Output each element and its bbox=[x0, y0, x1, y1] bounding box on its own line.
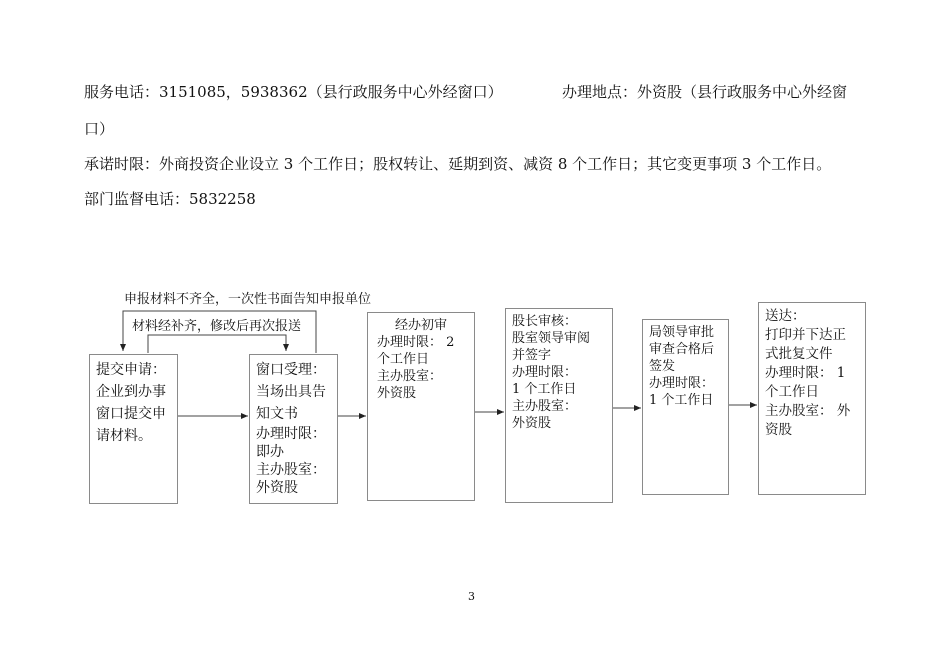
location-line: 办理地点：外资股（县行政服务中心外经窗 bbox=[562, 83, 848, 101]
step-bureau-approval: 局领导审批 审查合格后 签发 办理时限： 1 个工作日 bbox=[642, 319, 729, 495]
supervision-phone-line: 部门监督电话：5832258 bbox=[84, 190, 256, 208]
step-section-chief-review: 股长审核： 股室领导审阅 并签字 办理时限： 1 个工作日 主办股室： 外资股 bbox=[505, 308, 613, 503]
page-number: 3 bbox=[468, 590, 475, 603]
step-submit-application: 提交申请： 企业到办事 窗口提交申 请材料。 bbox=[89, 354, 178, 504]
step-initial-review: 经办初审 办理时限： 2 个工作日 主办股室： 外资股 bbox=[367, 312, 475, 501]
step-window-acceptance: 窗口受理： 当场出具告 知文书 办理时限： 即办 主办股室： 外资股 bbox=[249, 354, 338, 504]
resubmit-line bbox=[148, 335, 286, 353]
note-resubmit: 材料经补齐，修改后再次报送 bbox=[130, 315, 303, 334]
step-delivery: 送达： 打印并下达正 式批复文件 办理时限： 1 个工作日 主办股室： 外 资股 bbox=[758, 302, 866, 495]
location-line-continued: 口） bbox=[84, 120, 115, 138]
time-limit-line: 承诺时限：外商投资企业设立 3 个工作日；股权转让、延期到资、减资 8 个工作日；其它变更事项 3 个工作日。 bbox=[84, 155, 832, 173]
note-incomplete-materials: 申报材料不齐全，一次性书面告知申报单位 bbox=[124, 288, 371, 307]
service-phone-line: 服务电话：3151085，5938362（县行政服务中心外经窗口） bbox=[84, 83, 503, 101]
